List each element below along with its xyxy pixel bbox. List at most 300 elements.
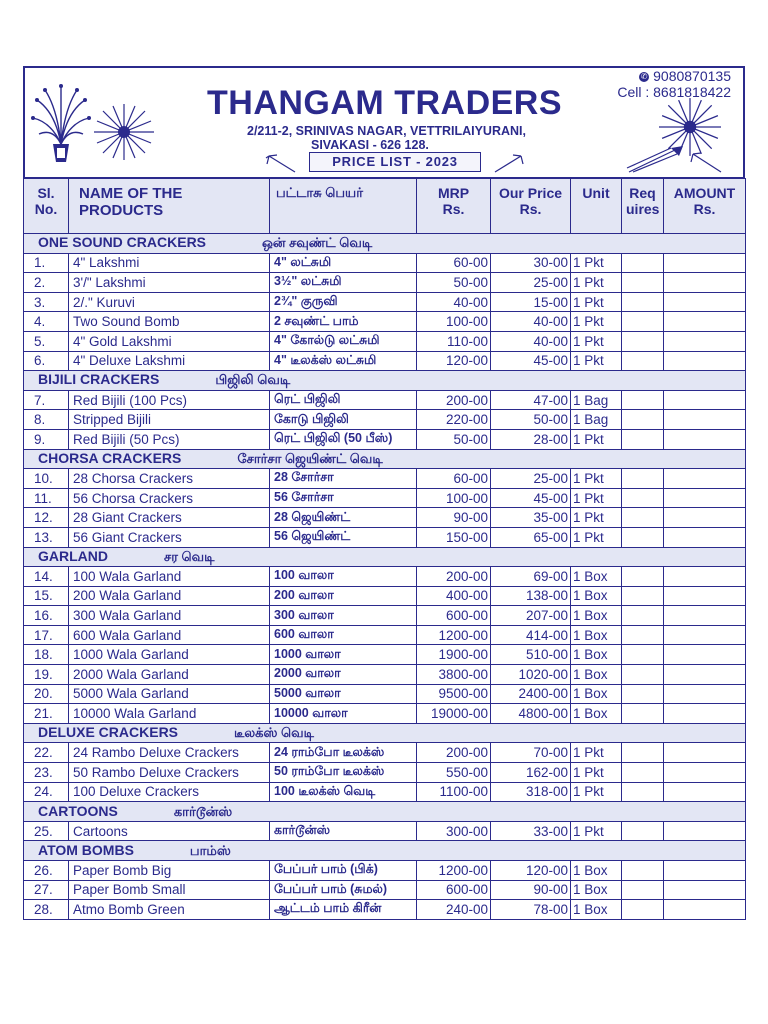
table-row [24,508,746,528]
unit-value: 1 Box [571,625,622,645]
amount-input[interactable] [664,625,746,645]
our-price-value: 2400-00 [491,684,571,704]
serial-number: 17. [24,625,69,645]
product-name-tamil: 100 டீலக்ஸ் வெடி [270,782,417,802]
requires-input[interactable] [622,469,664,489]
product-name: 5000 Wala Garland [69,684,270,704]
amount-input[interactable] [664,743,746,763]
our-price-value: 28-00 [491,429,571,449]
requires-input[interactable] [622,567,664,587]
unit-value: 1 Box [571,665,622,685]
unit-value: 1 Box [571,900,622,920]
table-row [24,331,746,351]
col-amount: AMOUNT Rs. [664,179,746,234]
requires-input[interactable] [622,508,664,528]
product-name-tamil: 2¾" குருவி [270,292,417,312]
amount-input[interactable] [664,292,746,312]
unit-value: 1 Box [571,645,622,665]
product-name: Two Sound Bomb [69,312,270,332]
unit-value: 1 Pkt [571,273,622,293]
requires-input[interactable] [622,861,664,881]
product-name: 3'/" Lakshmi [69,273,270,293]
phone-2: Cell : 8681818422 [617,84,731,100]
amount-input[interactable] [664,586,746,606]
table-row [24,645,746,665]
product-name: 56 Giant Crackers [69,527,270,547]
category-name-tamil: சோர்சா ஜெயிண்ட் வெடி [237,450,383,466]
mrp-value: 100-00 [417,312,491,332]
amount-input[interactable] [664,312,746,332]
amount-input[interactable] [664,665,746,685]
our-price-value: 40-00 [491,312,571,332]
mrp-value: 50-00 [417,273,491,293]
serial-number: 4. [24,312,69,332]
product-name-tamil: 100 வாலா [270,567,417,587]
mrp-value: 60-00 [417,469,491,489]
requires-input[interactable] [622,429,664,449]
unit-value: 1 Box [571,861,622,881]
requires-input[interactable] [622,763,664,783]
unit-value: 1 Pkt [571,312,622,332]
category-name: CHORSA CRACKERS [38,449,182,466]
burst-firework-icon [89,102,159,162]
unit-value: 1 Pkt [571,469,622,489]
product-name: Red Bijili (50 Pcs) [69,429,270,449]
unit-value: 1 Pkt [571,331,622,351]
mrp-value: 600-00 [417,880,491,900]
unit-value: 1 Pkt [571,527,622,547]
unit-value: 1 Box [571,880,622,900]
requires-input[interactable] [622,273,664,293]
mrp-value: 50-00 [417,429,491,449]
product-name-tamil: ரெட் பிஜிலி [270,390,417,410]
product-name-tamil: 3½" லட்சுமி [270,273,417,293]
our-price-value: 15-00 [491,292,571,312]
unit-value: 1 Box [571,567,622,587]
requires-input[interactable] [622,900,664,920]
unit-value: 1 Bag [571,410,622,430]
mrp-value: 9500-00 [417,684,491,704]
price-table [23,178,746,920]
our-price-value: 25-00 [491,273,571,293]
product-name: 4" Gold Lakshmi [69,331,270,351]
product-name-tamil: 56 ஜெயிண்ட் [270,527,417,547]
mrp-value: 120-00 [417,351,491,371]
sparkler-icon [491,154,525,174]
requires-input[interactable] [622,488,664,508]
product-name: 1000 Wala Garland [69,645,270,665]
serial-number: 12. [24,508,69,528]
table-row [24,410,746,430]
table-row [24,665,746,685]
col-requires: Req uires [622,179,664,234]
table-row [24,743,746,763]
table-row [24,527,746,547]
rocket-icon [625,146,685,174]
requires-input[interactable] [622,351,664,371]
product-name: 100 Wala Garland [69,567,270,587]
sparkler-icon [689,152,725,174]
amount-input[interactable] [664,527,746,547]
amount-input[interactable] [664,390,746,410]
amount-input[interactable] [664,488,746,508]
serial-number: 1. [24,253,69,273]
col-unit: Unit [571,179,622,234]
unit-value: 1 Pkt [571,763,622,783]
requires-input[interactable] [622,743,664,763]
serial-number: 21. [24,704,69,724]
mrp-value: 1200-00 [417,861,491,881]
product-name: 28 Giant Crackers [69,508,270,528]
table-row [24,273,746,293]
serial-number: 28. [24,900,69,920]
product-name-tamil: கோடு பிஜிலி [270,410,417,430]
mrp-value: 400-00 [417,586,491,606]
amount-input[interactable] [664,782,746,802]
product-name-tamil: 200 வாலா [270,586,417,606]
amount-input[interactable] [664,821,746,841]
serial-number: 15. [24,586,69,606]
amount-input[interactable] [664,508,746,528]
phone-1-number: 9080870135 [653,68,731,84]
our-price-value: 78-00 [491,900,571,920]
unit-value: 1 Pkt [571,821,622,841]
requires-input[interactable] [622,645,664,665]
product-name: 24 Rambo Deluxe Crackers [69,743,270,763]
table-row [24,253,746,273]
mrp-value: 600-00 [417,606,491,626]
amount-input[interactable] [664,704,746,724]
requires-input[interactable] [622,704,664,724]
table-row [24,390,746,410]
our-price-value: 510-00 [491,645,571,665]
unit-value: 1 Box [571,586,622,606]
amount-input[interactable] [664,469,746,489]
serial-number: 26. [24,861,69,881]
product-name: Stripped Bijili [69,410,270,430]
mrp-value: 100-00 [417,488,491,508]
requires-input[interactable] [622,821,664,841]
amount-input[interactable] [664,861,746,881]
amount-input[interactable] [664,273,746,293]
product-name-tamil: பேப்பர் பாம் (பிக்) [270,861,417,881]
requires-input[interactable] [622,684,664,704]
product-name: 56 Chorsa Crackers [69,488,270,508]
serial-number: 24. [24,782,69,802]
table-row [24,900,746,920]
product-name-tamil: 2 சவுண்ட் பாம் [270,312,417,332]
table-row [24,351,746,371]
amount-input[interactable] [664,567,746,587]
product-name-tamil: 56 சோர்சா [270,488,417,508]
requires-input[interactable] [622,390,664,410]
unit-value: 1 Pkt [571,351,622,371]
our-price-value: 138-00 [491,586,571,606]
amount-input[interactable] [664,880,746,900]
unit-value: 1 Pkt [571,429,622,449]
serial-number: 13. [24,527,69,547]
requires-input[interactable] [622,606,664,626]
col-sl: Sl. No. [24,179,69,234]
mrp-value: 220-00 [417,410,491,430]
category-name-tamil: சர வெடி [164,548,215,564]
unit-value: 1 Pkt [571,488,622,508]
table-row [24,488,746,508]
requires-input[interactable] [622,312,664,332]
product-name: 2000 Wala Garland [69,665,270,685]
table-header-row [24,179,746,234]
table-row [24,782,746,802]
unit-value: 1 Box [571,684,622,704]
amount-input[interactable] [664,606,746,626]
requires-input[interactable] [622,880,664,900]
table-body [24,234,746,920]
our-price-value: 318-00 [491,782,571,802]
amount-input[interactable] [664,253,746,273]
product-name-tamil: ரெட் பிஜிலி (50 பீஸ்) [270,429,417,449]
serial-number: 19. [24,665,69,685]
serial-number: 25. [24,821,69,841]
category-name: GARLAND [38,547,108,564]
amount-input[interactable] [664,763,746,783]
col-name: NAME OF THE PRODUCTS [69,179,270,234]
unit-value: 1 Pkt [571,782,622,802]
unit-value: 1 Pkt [571,292,622,312]
product-name-tamil: ஆட்டம் பாம் கிரீன் [270,900,417,920]
mrp-value: 60-00 [417,253,491,273]
product-name: 600 Wala Garland [69,625,270,645]
serial-number: 14. [24,567,69,587]
mrp-value: 110-00 [417,331,491,351]
product-name-tamil: 4" லட்சுமி [270,253,417,273]
mrp-value: 1100-00 [417,782,491,802]
product-name-tamil: 4" டீலக்ஸ் லட்சுமி [270,351,417,371]
serial-number: 10. [24,469,69,489]
table-row [24,606,746,626]
table-row [24,861,746,881]
serial-number: 16. [24,606,69,626]
unit-value: 1 Pkt [571,508,622,528]
sparkler-icon [265,154,299,174]
mrp-value: 200-00 [417,743,491,763]
serial-number: 27. [24,880,69,900]
category-name: BIJILI CRACKERS [38,371,160,388]
category-name-tamil: பாம்ஸ் [189,842,231,858]
serial-number: 18. [24,645,69,665]
serial-number: 20. [24,684,69,704]
category-row [24,723,746,743]
unit-value: 1 Bag [571,390,622,410]
product-name-tamil: 1000 வாலா [270,645,417,665]
our-price-value: 30-00 [491,253,571,273]
product-name: 200 Wala Garland [69,586,270,606]
product-name-tamil: பேப்பர் பாம் (சுமல்) [270,880,417,900]
requires-input[interactable] [622,625,664,645]
unit-value: 1 Pkt [571,253,622,273]
product-name: 28 Chorsa Crackers [69,469,270,489]
mrp-value: 90-00 [417,508,491,528]
serial-number: 22. [24,743,69,763]
category-row [24,802,746,822]
our-price-value: 50-00 [491,410,571,430]
mrp-value: 300-00 [417,821,491,841]
whatsapp-icon: ✆ [640,72,648,82]
serial-number: 6. [24,351,69,371]
serial-number: 3. [24,292,69,312]
table-row [24,821,746,841]
mrp-value: 150-00 [417,527,491,547]
our-price-value: 35-00 [491,508,571,528]
requires-input[interactable] [622,331,664,351]
mrp-value: 40-00 [417,292,491,312]
mrp-value: 19000-00 [417,704,491,724]
category-name-tamil: பிஜிலி வெடி [215,372,291,388]
category-row [24,547,746,567]
product-name: 2/." Kuruvi [69,292,270,312]
our-price-value: 25-00 [491,469,571,489]
table-row [24,763,746,783]
requires-input[interactable] [622,253,664,273]
product-name: 10000 Wala Garland [69,704,270,724]
mrp-value: 550-00 [417,763,491,783]
category-name: ATOM BOMBS [38,841,134,858]
product-name-tamil: 4" கோல்டு லட்சுமி [270,331,417,351]
col-our-price: Our Price Rs. [491,179,571,234]
amount-input[interactable] [664,684,746,704]
table-row [24,469,746,489]
category-name-tamil: கார்டூன்ஸ் [173,803,233,819]
product-name-tamil: 28 சோர்சா [270,469,417,489]
our-price-value: 65-00 [491,527,571,547]
table-row [24,292,746,312]
unit-value: 1 Pkt [571,743,622,763]
company-title: THANGAM TRADERS [207,84,563,122]
col-mrp: MRP Rs. [417,179,491,234]
mrp-value: 200-00 [417,390,491,410]
phone-1 [639,68,731,84]
our-price-value: 45-00 [491,351,571,371]
product-name: 50 Rambo Deluxe Crackers [69,763,270,783]
price-list-label: PRICE LIST - 2023 [309,152,481,172]
amount-input[interactable] [664,429,746,449]
mrp-value: 1200-00 [417,625,491,645]
product-name: 4" Deluxe Lakshmi [69,351,270,371]
address-line-1: 2/211-2, SRINIVAS NAGAR, VETTRILAIYURANI, [247,124,526,138]
our-price-value: 414-00 [491,625,571,645]
our-price-value: 1020-00 [491,665,571,685]
table-row [24,684,746,704]
mrp-value: 3800-00 [417,665,491,685]
table-row [24,704,746,724]
our-price-value: 47-00 [491,390,571,410]
category-row [24,234,746,254]
table-row [24,312,746,332]
product-name-tamil: 600 வாலா [270,625,417,645]
fountain-firework-icon [31,82,91,166]
our-price-value: 40-00 [491,331,571,351]
our-price-value: 33-00 [491,821,571,841]
category-name: CARTOONS [38,802,118,819]
product-name: Paper Bomb Small [69,880,270,900]
amount-input[interactable] [664,351,746,371]
our-price-value: 45-00 [491,488,571,508]
serial-number: 5. [24,331,69,351]
amount-input[interactable] [664,331,746,351]
our-price-value: 207-00 [491,606,571,626]
our-price-value: 70-00 [491,743,571,763]
product-name: 300 Wala Garland [69,606,270,626]
requires-input[interactable] [622,665,664,685]
category-name-tamil: டீலக்ஸ் வெடி [234,725,314,741]
category-row [24,841,746,861]
serial-number: 8. [24,410,69,430]
product-name: Atmo Bomb Green [69,900,270,920]
mrp-value: 1900-00 [417,645,491,665]
table-row [24,625,746,645]
product-name: Paper Bomb Big [69,861,270,881]
unit-value: 1 Box [571,704,622,724]
requires-input[interactable] [622,292,664,312]
product-name: Red Bijili (100 Pcs) [69,390,270,410]
table-row [24,880,746,900]
requires-input[interactable] [622,527,664,547]
our-price-value: 162-00 [491,763,571,783]
amount-input[interactable] [664,410,746,430]
product-name: 4" Lakshmi [69,253,270,273]
our-price-value: 4800-00 [491,704,571,724]
table-row [24,429,746,449]
category-name: ONE SOUND CRACKERS [38,234,207,251]
product-name-tamil: 50 ராம்போ டீலக்ஸ் [270,763,417,783]
mrp-value: 240-00 [417,900,491,920]
serial-number: 2. [24,273,69,293]
requires-input[interactable] [622,586,664,606]
price-list-sheet [23,66,745,920]
serial-number: 11. [24,488,69,508]
header [23,66,745,178]
product-name-tamil: கார்டூன்ஸ் [270,821,417,841]
our-price-value: 120-00 [491,861,571,881]
category-row [24,371,746,391]
amount-input[interactable] [664,900,746,920]
serial-number: 9. [24,429,69,449]
requires-input[interactable] [622,782,664,802]
product-name-tamil: 24 ராம்போ டீலக்ஸ் [270,743,417,763]
product-name: Cartoons [69,821,270,841]
product-name-tamil: 28 ஜெயிண்ட் [270,508,417,528]
serial-number: 7. [24,390,69,410]
product-name-tamil: 300 வாலா [270,606,417,626]
category-row [24,449,746,469]
amount-input[interactable] [664,645,746,665]
table-row [24,567,746,587]
serial-number: 23. [24,763,69,783]
requires-input[interactable] [622,410,664,430]
address-line-2: SIVAKASI - 626 128. [311,138,429,152]
product-name-tamil: 10000 வாலா [270,704,417,724]
our-price-value: 90-00 [491,880,571,900]
col-tamil-name: பட்டாசு பெயர் [270,179,417,234]
our-price-value: 69-00 [491,567,571,587]
product-name: 100 Deluxe Crackers [69,782,270,802]
product-name-tamil: 5000 வாலா [270,684,417,704]
category-name-tamil: ஒன் சவுண்ட் வெடி [262,235,373,251]
unit-value: 1 Box [571,606,622,626]
table-row [24,586,746,606]
mrp-value: 200-00 [417,567,491,587]
product-name-tamil: 2000 வாலா [270,665,417,685]
category-name: DELUXE CRACKERS [38,724,179,741]
